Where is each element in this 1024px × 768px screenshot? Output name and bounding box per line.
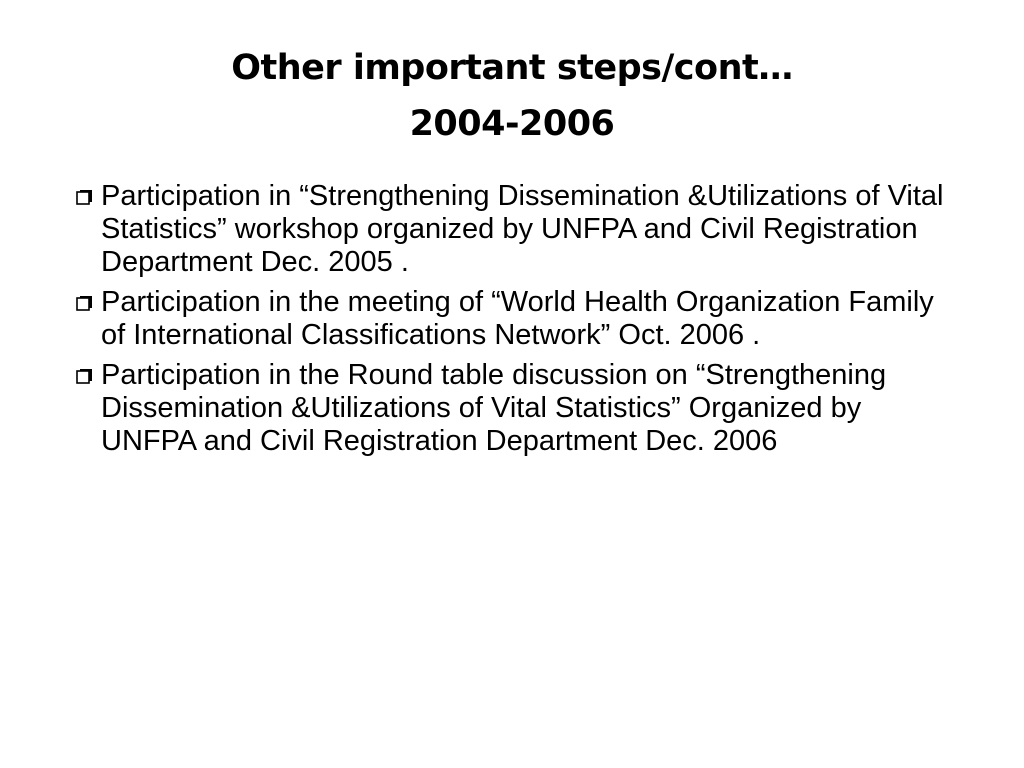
bullet-item-3 — [76, 359, 946, 458]
bullet-item-1 — [76, 180, 946, 279]
hollow-square-icon — [76, 368, 93, 384]
bullet-text: Participation in the meeting of “World Health Organization Family of International Classifications Network” Oct. 2006 . — [101, 286, 934, 351]
title-line-2: 2004-2006 — [409, 104, 615, 144]
bullet-item-2 — [76, 286, 946, 352]
bullet-list — [76, 180, 946, 465]
hollow-square-icon — [76, 189, 93, 205]
bullet-text: Participation in “Strengthening Dissemination &Utilizations of Vital Statistics” workshop organized by UNFPA and Civil Registration Department Dec. 2005 . — [101, 180, 944, 278]
title-line-1: Other important steps/cont… — [231, 48, 793, 88]
hollow-square-icon — [76, 295, 93, 311]
bullet-text: Participation in the Round table discussion on “Strengthening Dissemination &Utilizations of Vital Statistics” Organized by UNFPA and Civil Registration Department Dec. 2006 — [101, 359, 887, 457]
slide-title — [0, 40, 1024, 152]
